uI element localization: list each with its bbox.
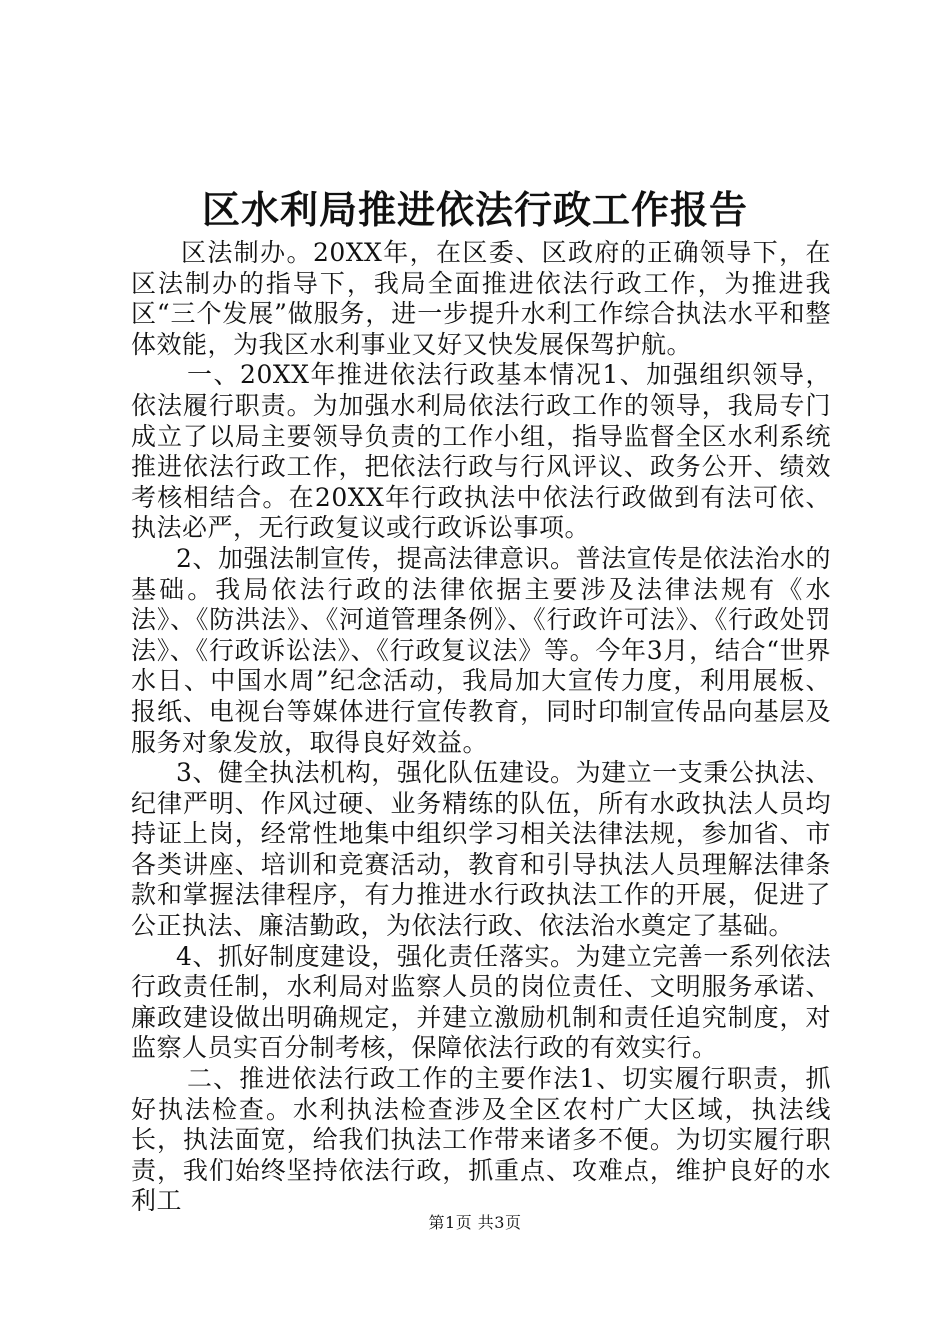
paragraph-section-2: 二、推进依法行政工作的主要作法1、切实履行职责，抓好执法检查。水利执法检查涉及全区农村广大区域，执法线长，执法面宽，给我们执法工作带来诸多不便。为切实履行职责，我们始终坚持依法行政，抓重点、攻难点，维护良好的水利工: [131, 1064, 831, 1216]
document-body: [131, 238, 831, 1217]
page-footer: 第1页 共3页: [428, 1213, 522, 1232]
paragraph-item-2: 2、加强法制宣传，提高法律意识。普法宣传是依法治水的基础。我局依法行政的法律依据主要涉及法律法规有《水法》、《防洪法》、《河道管理条例》、《行政许可法》、《行政处罚法》、《行政诉讼法》、《行政复议法》等。今年3月，结合“世界水日、中国水周”纪念活动，我局加大宣传力度，利用展板、报纸、电视台等媒体进行宣传教育，同时印制宣传品向基层及服务对象发放，取得良好效益。: [131, 543, 831, 757]
paragraph-item-3: 3、健全执法机构，强化队伍建设。为建立一支秉公执法、纪律严明、作风过硬、业务精练的队伍，所有水政执法人员均持证上岗，经常性地集中组织学习相关法律法规，参加省、市各类讲座、培训和竞赛活动，教育和引导执法人员理解法律条款和掌握法律程序，有力推进水行政执法工作的开展，促进了公正执法、廉洁勤政，为依法行政、依法治水奠定了基础。: [131, 758, 831, 941]
paragraph-section-1: 一、20XX年推进依法行政基本情况1、加强组织领导，依法履行职责。为加强水利局依法行政工作的领导，我局专门成立了以局主要领导负责的工作小组，指导监督全区水利系统推进依法行政工作，把依法行政与行风评议、政务公开、绩效考核相结合。在20XX年行政执法中依法行政做到有法可依、执法必严，无行政复议或行政诉讼事项。: [131, 360, 831, 543]
paragraph-item-4: 4、抓好制度建设，强化责任落实。为建立完善一系列依法行政责任制，水利局对监察人员的岗位责任、文明服务承诺、廉政建设做出明确规定，并建立激励机制和责任追究制度，对监察人员实百分制考核，保障依法行政的有效实行。: [131, 941, 831, 1063]
paragraph-intro: 区法制办。20XX年，在区委、区政府的正确领导下，在区法制办的指导下，我局全面推进依法行政工作，为推进我区“三个发展”做服务，进一步提升水利工作综合执法水平和整体效能，为我区水利事业又好又快发展保驾护航。: [131, 238, 831, 359]
document-title: 区水利局推进依法行政工作报告: [201, 187, 748, 232]
